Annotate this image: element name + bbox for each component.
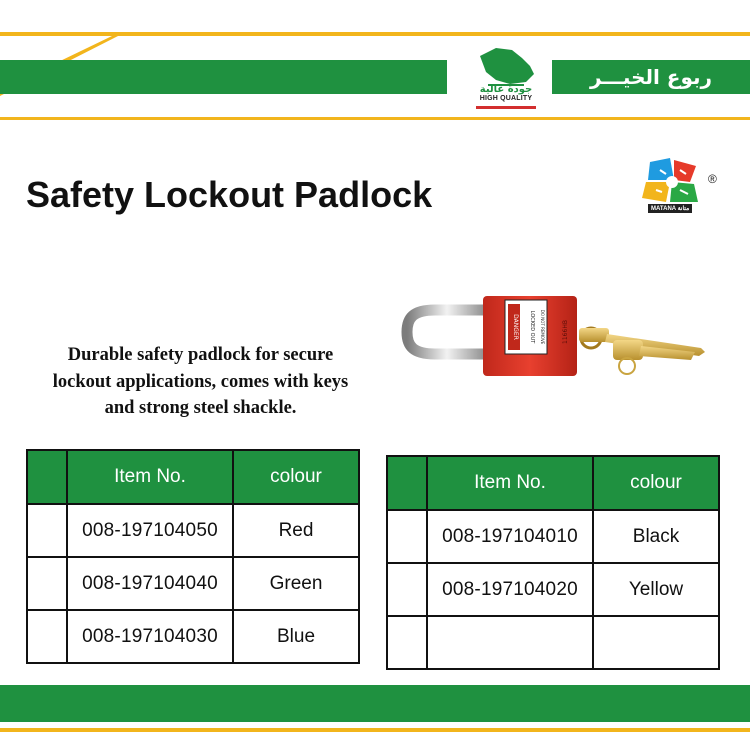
header-blank-cell — [27, 450, 67, 504]
brand-arabic-banner: ربوع الخيـــر — [552, 60, 750, 94]
table-row — [387, 616, 719, 669]
item-number-cell: 008-197104040 — [67, 557, 233, 610]
registered-mark: ® — [708, 172, 717, 186]
row-blank-cell — [27, 610, 67, 663]
colour-cell: Yellow — [593, 563, 719, 616]
svg-text:DO NOT REMOVE: DO NOT REMOVE — [540, 309, 545, 345]
svg-text:1166HB: 1166HB — [562, 320, 569, 344]
spec-table-right — [386, 455, 720, 670]
item-number-cell: 008-197104010 — [427, 510, 593, 563]
row-blank-cell — [387, 563, 427, 616]
table-header-row — [387, 456, 719, 510]
table-row — [387, 563, 719, 616]
header-item-no: Item No. — [67, 450, 233, 504]
padlock-product-image — [395, 280, 715, 380]
row-blank-cell — [27, 557, 67, 610]
matana-logo — [640, 158, 720, 218]
item-number-cell: 008-197104030 — [67, 610, 233, 663]
colour-cell: Blue — [233, 610, 359, 663]
table-row — [27, 504, 359, 557]
colour-cell: Red — [233, 504, 359, 557]
description-line-1: Durable safety padlock for secure — [67, 345, 334, 365]
table-row — [387, 510, 719, 563]
row-blank-cell — [387, 510, 427, 563]
row-blank-cell — [27, 504, 67, 557]
svg-text:DANGER: DANGER — [512, 314, 519, 340]
header-item-no: Item No. — [427, 456, 593, 510]
header-blank-cell — [387, 456, 427, 510]
svg-text:LOCKED OUT: LOCKED OUT — [529, 310, 535, 344]
spec-table-left — [26, 449, 360, 664]
table-row — [27, 610, 359, 663]
header-green-band-left — [0, 60, 447, 94]
colour-cell — [593, 616, 719, 669]
quality-logo — [466, 44, 546, 114]
saudi-map-icon — [466, 44, 546, 86]
header-colour: colour — [233, 450, 359, 504]
description-line-3: and strong steel shackle. — [104, 398, 297, 418]
quality-arabic-text: جودة عالية — [479, 84, 533, 95]
footer-yellow-stripe — [0, 728, 750, 732]
description-line-2: lockout applications, comes with keys — [52, 371, 349, 392]
item-number-cell: 008-197104020 — [427, 563, 593, 616]
row-blank-cell — [387, 616, 427, 669]
product-description — [18, 342, 383, 422]
table-row — [27, 557, 359, 610]
page-title: Safety Lockout Padlock — [26, 174, 433, 215]
table-header-row — [27, 450, 359, 504]
item-number-cell: 008-197104050 — [67, 504, 233, 557]
item-number-cell — [427, 616, 593, 669]
matana-tools-icon — [640, 158, 704, 206]
header-colour: colour — [593, 456, 719, 510]
colour-cell: Green — [233, 557, 359, 610]
matana-label: MATANA متانة — [648, 204, 692, 213]
colour-cell: Black — [593, 510, 719, 563]
header-yellow-stripe-bottom — [0, 117, 750, 120]
logo-red-underline — [476, 106, 536, 109]
footer-green-band — [0, 685, 750, 722]
high-quality-text: HIGH QUALITY — [479, 95, 533, 102]
